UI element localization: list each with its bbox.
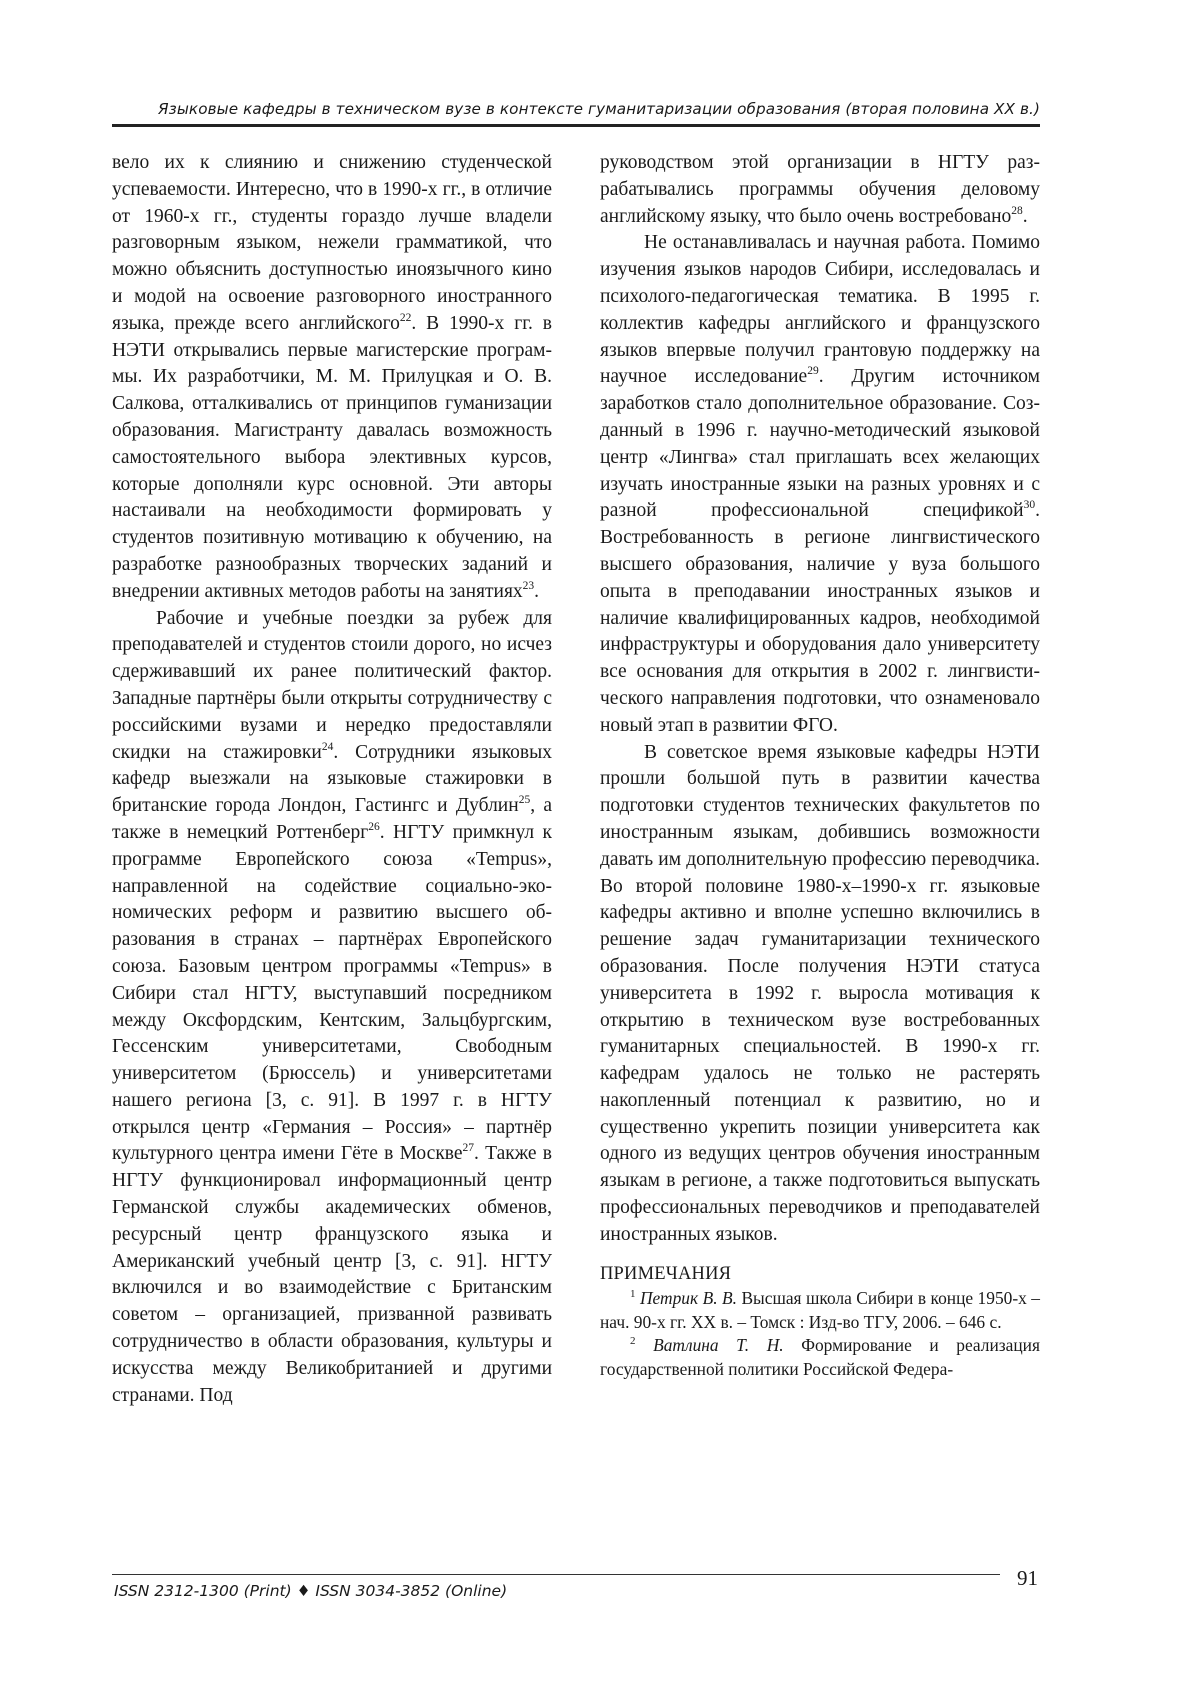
footnote-ref[interactable]: 22 [399, 311, 412, 324]
header-rule [112, 124, 1040, 127]
note-author: Ватлина Т. Н. [653, 1335, 784, 1356]
footnote-ref[interactable]: 27 [462, 1142, 475, 1155]
footer-rule [112, 1574, 1000, 1575]
note-item [600, 1334, 1040, 1381]
note-text: Формирование и реализация государственной политики Российской Федера- [600, 1335, 1040, 1379]
paragraph: В советское время языковые кафедры НЭТИ прошли большой путь в развитии качества подготовки студентов технических факультетов по иностранным языкам, добившись возможности давать им дополнительную профессию переводчика. Во второй половине 1980-х–1990-х гг. языковые кафедры активно и вполне успешно включились в решение задач гуманитаризации технического образования. После получения НЭТИ статуса университета в 1992 г. выросла мотивация к открытию в техническом вузе востребованных гуманитарных специальностей. В 1990-х гг. кафедрам удалось не только не растерять накопленный потенциал к развитию, но и существенно укрепить позиции университета как одного из ведущих центров обучения иностранным языкам в регионе, а также подготовиться выпускать профессиональных переводчиков и преподавателей иностранных языков. [600, 741, 1040, 1245]
note-text: Высшая школа Сибири в конце 1950-х – нач. 90-х гг. XX в. – Томск : Изд-во ТГУ, 2006. – 646 с. [600, 1288, 1040, 1332]
issn-line: ISSN 2312-1300 (Print) ♦ ISSN 3034-3852 (Online) [114, 1582, 508, 1600]
paragraph: Не останавливалась и научная работа. Помимо изучения языков народов Сибири, исследовалась и психолого-педагогическая тематика. В 1995 г. коллектив кафедры английского и французского языков впервые получил грантовую поддержку на научное исследование$^{29}$. Другим источником заработков стало дополнительное образование. Созданный в 1996 г. научно-методический языковой центр «Лингва» стал приглашать всех желающих изучать иностранные языки на разных уровнях и с разной профессиональной спецификой$^{30}$. Востребованность в регионе лингвистического высшего образования, наличие у вуза большого опыта в преподавании иностранных языков и наличие квалифицированных кадров, необходимой инфраструктуры и оборудования дало университету все основания для открытия в 2002 г. лингвистического направления подготовки, что ознаменовало новый этап в развитии ФГО. [600, 232, 1040, 736]
footnote-ref[interactable]: 24 [321, 740, 334, 753]
footnote-ref[interactable]: 23 [522, 579, 535, 592]
footnote-ref[interactable]: 26 [368, 820, 380, 833]
note-item [600, 1287, 1040, 1334]
footnote-ref[interactable]: 30 [1023, 499, 1036, 512]
page-number: 91 [1017, 1566, 1038, 1590]
footnote-ref[interactable]: 25 [518, 794, 531, 807]
paragraph: Рабочие и учебные поездки за рубеж для преподавателей и студентов стоили дорого, но исчез сдерживавший их ранее политический фактор. Западные партнёры были открыты сотрудничеству с российскими вузами и нередко предоставляли скидки на стажировки$^{24}$. Сотрудники языковых кафедр выезжали на языковые стажировки в британские города Лондон, Гастингс и Дублин$^{25}$, а также в немецкий Роттенберг$^{26}$. НГТУ примкнул к программе Европейского союза «Tempus», направленной на содействие социально-экономических реформ и развитию высшего образования в странах – партнёрах Европейского союза. Базовым центром программы «Tempus» в Сибири стал НГТУ, выступавший посредником между Оксфордским, Кентским, Зальцбургским, Гессенским университетами, Свободным университетом (Брюссель) и университетами нашего региона [3, с. 91]. В 1997 г. в НГТУ открылся центр «Германия – Россия» – партнёр культурного центра имени Гёте в Москве$^{27}$. Также в НГТУ функционировал информационный центр Германской службы академических обменов, ресурсный центр французского языка и Американский учебный центр [3, с. 91]. НГТУ включился и во взаимодействие с Британским советом – организацией, призванной развивать сотрудничество в области образования, культуры и искусства между Великобританией и другими странами. Под [112, 607, 552, 1406]
note-number: 2 [630, 1335, 636, 1348]
paragraph: вело их к слиянию и снижению студенческой успеваемости. Интересно, что в 1990-х гг., в отличие от 1960-х гг., студенты гораздо лучше владели разговорным языком, нежели грамматикой, что можно объяснить доступностью иноязычного кино и модой на освоение разговорного иностранного языка, прежде всего английского$^{22}$. В 1990-х гг. в НЭТИ открывались первые магистерские программы. Их разработчики, М. М. Прилуцкая и О. В. Салкова, отталкивались от принципов гуманизации образования. Магистранту давалась возможность самостоятельного выбора элективных курсов, которые дополняли курс основной. Эти авторы настаивали на необходимости формировать у студентов позитивную мотивацию к обучению, на разработке разнообразных творческих заданий и внедрении активных методов работы на занятиях$^{23}$. [112, 152, 552, 602]
paragraph: руководством этой организации в НГТУ разрабатывались программы обучения деловому английскому языку, что было очень востребовано$^{28}$. [600, 152, 1040, 227]
left-column [112, 150, 552, 1409]
footnote-ref[interactable]: 29 [807, 365, 819, 378]
note-author: Петрик В. В. [639, 1288, 737, 1309]
note-number: 1 [630, 1288, 636, 1301]
notes-heading: ПРИМЕЧАНИЯ [600, 1263, 732, 1284]
running-title: Языковые кафедры в техническом вузе в контексте гуманитаризации образования (вторая половина XX в.) [158, 100, 1040, 118]
right-column [600, 150, 1040, 1381]
footnote-ref[interactable]: 28 [1011, 204, 1023, 217]
